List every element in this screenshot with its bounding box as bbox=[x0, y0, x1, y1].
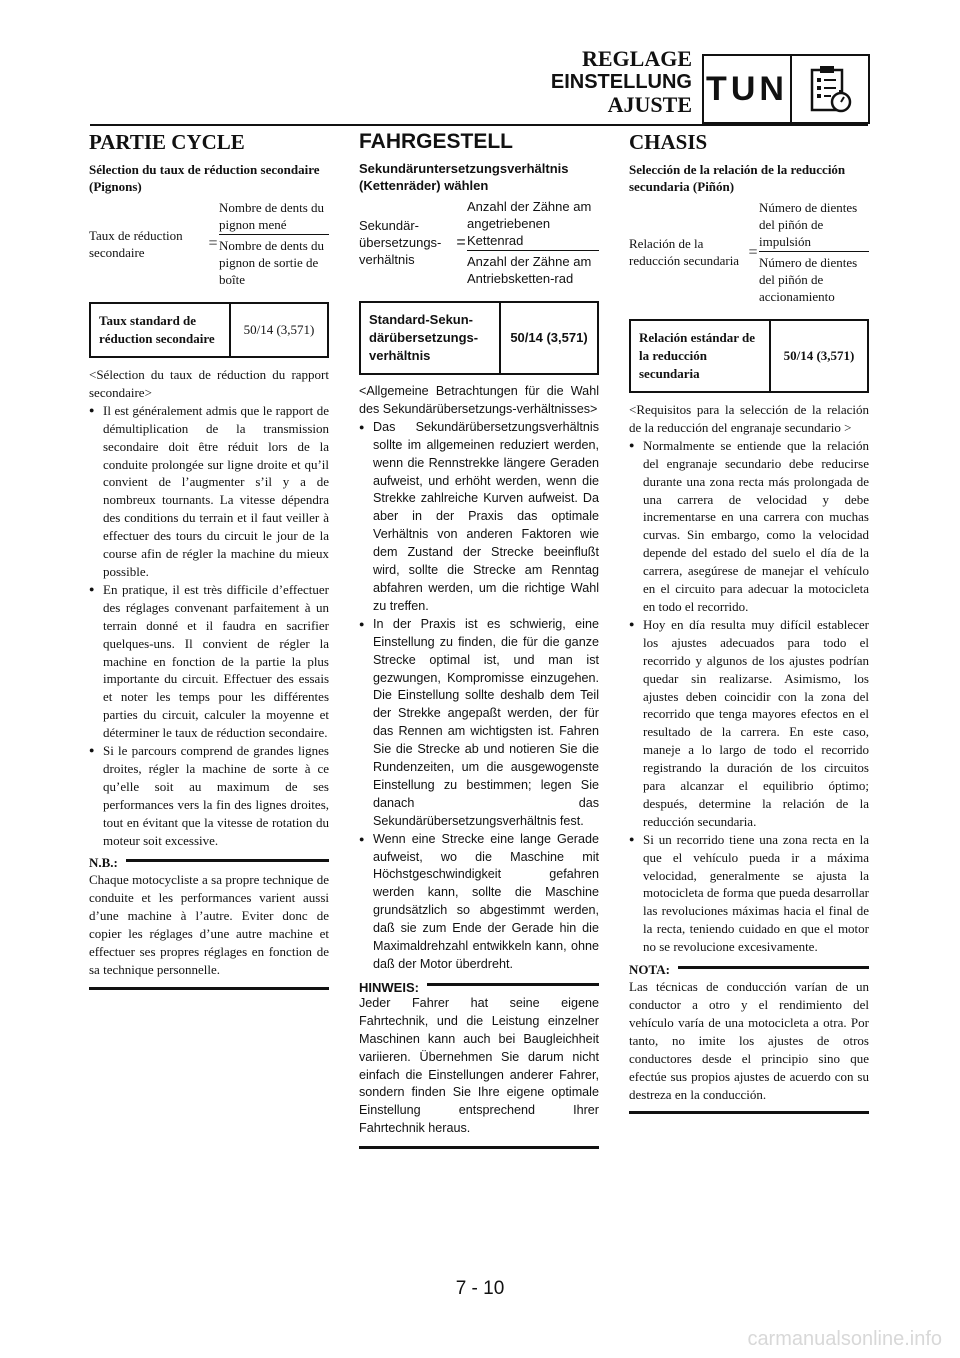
note-label: N.B.: bbox=[89, 855, 118, 871]
section-subtitle: Selección de la relación de la reducción secundaria (Piñón) bbox=[629, 162, 846, 194]
bullet-item: ● Hoy en día resulta muy difícil establecer los ajustes adecuados para todo el recorrido y algunos de los ajustes podrían quedar sin realizarse. Asimismo, los ajustes deben coincidir con la zona del recorrido que tenga mayores efectos en el resultado de la carrera. En este caso, maneje a lo largo de todo el recorrido registrando la duración de los circuitos para alcanzar el equilibrio óptimo; después, determine la relación de la reducción secundaria. bbox=[629, 616, 869, 831]
standard-ratio-table bbox=[359, 301, 599, 375]
formula-fraction bbox=[759, 199, 869, 305]
section-title: PARTIE CYCLE bbox=[89, 130, 245, 154]
bullet-list bbox=[359, 419, 599, 974]
standard-ratio-table bbox=[629, 319, 869, 393]
formula-fraction bbox=[467, 198, 599, 287]
section-code: TUN bbox=[704, 56, 792, 122]
section-title: FAHRGESTELL bbox=[359, 130, 514, 153]
standard-ratio-label: Relación estándar de la reducción secundaria bbox=[630, 320, 770, 392]
note-box bbox=[89, 855, 329, 989]
formula-label: Taux de réduction secondaire bbox=[89, 227, 183, 260]
formula-equals: = bbox=[456, 234, 466, 251]
note-box bbox=[629, 962, 869, 1114]
bullet-item: ● Das Sekundärübersetzungsverhältnis sollte im allgemeinen reduziert werden, wenn die Rennstrekke längere Geraden aufweist, und erhöht werden, wenn die Strekke zahlreiche Kurven aufweist. Da aber in der Praxis das optimale Verhältnis von anderen Faktoren wie dem Zustand der Strecke beeinflußt wird, sollte die Strecke am Renntag abfahren werden, um die richtige Wahl zu treffen. bbox=[359, 419, 599, 616]
note-text: Las técnicas de conducción varían de un conductor a otro y el rendimiento del vehículo varía de una motocicleta a otra. Por tanto, no imite los ajustes de otros conductores desde el principio sino que efectúe sus propios ajustes de acuerdo con su destreza en la conducción. bbox=[629, 979, 869, 1102]
section-title: CHASIS bbox=[629, 130, 708, 154]
section-subtitle: Sekundäruntersetzungsverhältnis (Kettenräder) wählen bbox=[359, 161, 569, 193]
watermark: carmanualsonline.info bbox=[747, 1328, 942, 1350]
formula-denominator: Nombre de dents du pignon de sortie de boîte bbox=[219, 238, 325, 287]
header-title-es: AJUSTE bbox=[607, 92, 692, 117]
note-label: NOTA: bbox=[629, 962, 670, 978]
bullet-item: ● Il est généralement admis que le rapport de démultiplication de la transmission secondaire doit être réduit lors de la conduite prolongée sur ligne droite et qu’il convient de l’augmenter s’il y a de nombreux tournants. La vitesse dépendra des conditions du terrain et il faut veiller à effectuer des tours du circuit le jour de la course afin de régler la machine du mieux possible. bbox=[89, 402, 329, 581]
clipboard-stopwatch-icon bbox=[792, 56, 868, 122]
formula-label: Sekundär-übersetzungs-verhältnis bbox=[359, 218, 442, 267]
header-title-fr: REGLAGE bbox=[581, 46, 692, 71]
ratio-formula bbox=[359, 198, 599, 287]
formula-denominator: Número de dientes del piñón de accionamiento bbox=[759, 255, 858, 304]
column-spanish bbox=[629, 130, 869, 1114]
bullet-item: ● En pratique, il est très difficile d’effectuer des réglages convenant parfaitement à un terrain donné et il faudra en sacrifier quelques-uns. Il convient de régler la machine en fonction de la partie la plus importante du circuit. Effectuer des essais et noter les temps pour les différentes parties du circuit, calculer la moyenne et déterminer le taux de réduction secondaire. bbox=[89, 581, 329, 742]
formula-numerator: Anzahl der Zähne am angetriebenen Kettenrad bbox=[467, 198, 599, 251]
formula-equals: = bbox=[748, 243, 758, 261]
standard-ratio-table bbox=[89, 302, 329, 358]
bullet-item: ● Si un recorrido tiene una zona recta en la que el vehículo pueda ir a máxima velocidad, generalmente se ajusta la motocicleta de forma que pueda desarrollar las revoluciones máximas hacia el final de la recta, teniendo cuidado en que el motor no se revolucione excesivamente. bbox=[629, 831, 869, 956]
ratio-formula bbox=[629, 199, 869, 305]
formula-label: Relación de la reducción secundaria bbox=[629, 236, 740, 268]
intro-text: <Sélection du taux de réduction du rapport secondaire> bbox=[89, 367, 329, 400]
header-rule bbox=[90, 124, 868, 126]
intro-text: <Allgemeine Betrachtungen für die Wahl des Sekundärübersetzungs-verhältnisses> bbox=[359, 384, 599, 416]
standard-ratio-label: Standard-Sekun-därübersetzungs-verhältnis bbox=[360, 302, 500, 374]
formula-equals: = bbox=[208, 235, 218, 252]
formula-fraction bbox=[219, 199, 329, 288]
bullet-item: ● Si le parcours comprend de grandes lignes droites, régler la machine de sorte à ce qu’elle soit au maximum de ses performances vers la fin des lignes droites, tout en évitant que la vitesse de rotation du moteur soit excessive. bbox=[89, 742, 329, 849]
standard-ratio-value: 50/14 (3,571) bbox=[770, 320, 868, 392]
note-box bbox=[359, 980, 599, 1149]
note-text: Jeder Fahrer hat seine eigene Fahrtechnik, und die Leistung einzelner Maschinen kann auch bei Baugleichheit variieren. Übernehmen Sie darum nicht einfach die Einstellungen anderer Fahrer, sondern finden Sie Ihre eigene optimale Einstellung entsprechend Ihrer Fahrtechnik heraus. bbox=[359, 995, 599, 1136]
standard-ratio-label: Taux standard de réduction secondaire bbox=[90, 303, 230, 357]
standard-ratio-value: 50/14 (3,571) bbox=[230, 303, 328, 357]
bullet-item: ● In der Praxis ist es schwierig, eine Einstellung zu finden, die für die ganze Strecke optimal ist, und man ist gezwungen, Kompromisse einzugehen. Die Einstellung sollte deshalb dem Teil der Strekke angepaßt werden, der für das Rennen am wichtigsten ist. Fahren Sie die Strecke ab und notieren Sie die Rundenzeiten, um die ausgewogenste Einstellung zu bestimmen; legen Sie danach das Sekundärübersetzungsverhältnis fest. bbox=[359, 616, 599, 831]
bullet-list bbox=[89, 402, 329, 850]
formula-denominator: Anzahl der Zähne am Antriebsketten-rad bbox=[467, 254, 592, 286]
section-subtitle: Sélection du taux de réduction secondaire (Pignons) bbox=[89, 162, 320, 194]
ratio-formula bbox=[89, 199, 329, 288]
intro-text: <Requisitos para la selección de la relación de la reducción del engranaje secundario > bbox=[629, 402, 869, 435]
column-french bbox=[89, 130, 329, 990]
section-badge bbox=[702, 54, 870, 124]
page-number: 7 - 10 bbox=[455, 1278, 505, 1299]
standard-ratio-value: 50/14 (3,571) bbox=[500, 302, 598, 374]
bullet-list bbox=[629, 437, 869, 956]
bullet-item: ● Wenn eine Strecke eine lange Gerade aufweist, wo die Maschine mit Höchstgeschwindigkeit gefahren werden kann, sollte die Maschine grundsätzlich so abgestimmt werden, daß sie zum Ende der Gerade hin die Maximaldrehzahl entwikkeln kann, ohne daß der Motor überdreht. bbox=[359, 831, 599, 974]
column-german bbox=[359, 130, 599, 1149]
note-label: HINWEIS: bbox=[359, 979, 419, 995]
header-title-de: EINSTELLUNG bbox=[550, 71, 692, 93]
note-text: Chaque motocycliste a sa propre technique de conduite et les performances varient aussi d’une machine à l’autre. Eviter donc de copier les réglages d’une autre machine et effectuer ses propres réglages en fonction de sa technique personnelle. bbox=[89, 872, 329, 977]
bullet-item: ● Normalmente se entiende que la relación del engranaje secundario debe reducirse durante una zona recta más prolongada de una carrera de velocidad y debe incrementarse en una carrera con muchas curvas. Sin embargo, como la velocidad depende del estado del suelo el día de la carrera, asegúrese de manejar el vehículo en el circuito para adecuar la motocicleta en todo el recorrido. bbox=[629, 437, 869, 616]
formula-numerator: Nombre de dents du pignon mené bbox=[219, 199, 329, 235]
formula-numerator: Número de dientes del piñón de impulsión bbox=[759, 199, 869, 252]
header-titles bbox=[551, 48, 692, 116]
